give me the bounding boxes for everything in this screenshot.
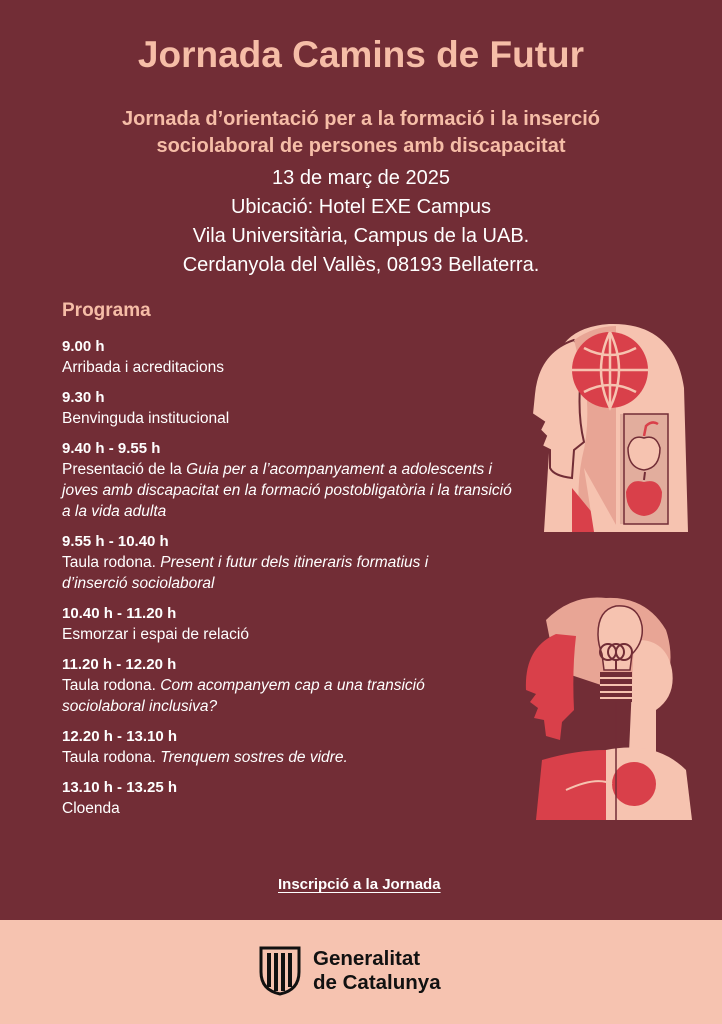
agenda-time: 10.40 h - 11.20 h (62, 605, 177, 622)
agenda-time: 12.20 h - 13.10 h (62, 728, 178, 745)
agenda-item (62, 655, 522, 717)
agenda-time: 9.40 h - 9.55 h (62, 440, 161, 457)
page-title: Jornada Camins de Futur (137, 34, 585, 75)
subtitle-line-2: sociolaboral de persones amb discapacitat (156, 135, 566, 157)
org-line-1: Generalitat (313, 947, 421, 970)
agenda-time: 9.30 h (62, 389, 105, 406)
registration-link[interactable]: Inscripció a la Jornada (278, 876, 441, 893)
agenda-desc: Taula rodona. Trenquem sostres de vidre. (62, 749, 348, 766)
organization-name (313, 947, 441, 995)
location-line-2: Vila Universitària, Campus de la UAB. (192, 225, 530, 247)
event-info (40, 164, 682, 280)
agenda-item (62, 727, 522, 768)
agenda-desc: Esmorzar i espai de relació (62, 626, 249, 643)
agenda-desc: Arribada i acreditacions (62, 359, 224, 376)
agenda-item (62, 778, 522, 819)
lightbulb-profile-illustration (516, 590, 698, 820)
org-line-2: de Catalunya (313, 971, 441, 994)
woman-globe-illustration (524, 318, 694, 536)
agenda-desc: Benvinguda institucional (62, 410, 230, 427)
agenda-item (62, 439, 522, 522)
event-date: 13 de març de 2025 (272, 167, 450, 189)
agenda-list (62, 337, 522, 829)
agenda-time: 13.10 h - 13.25 h (62, 779, 178, 796)
subtitle (40, 106, 682, 160)
agenda-item (62, 604, 522, 645)
agenda-desc: Presentació de la Guia per a l’acompanyament a adolescents i joves amb discapacitat en la formació postobligatòria i la transició a la vida adulta (62, 461, 512, 520)
agenda-item (62, 337, 522, 378)
agenda-item (62, 532, 522, 594)
agenda-desc: Cloenda (62, 800, 120, 817)
agenda-desc: Taula rodona. Present i futur dels itineraris formatius i d’inserció sociolaboral (62, 554, 429, 592)
agenda-desc: Taula rodona. Com acompanyem cap a una transició sociolaboral inclusiva? (62, 677, 425, 715)
agenda-time: 9.00 h (62, 338, 105, 355)
agenda-item (62, 388, 522, 429)
program-title: Programa (62, 300, 151, 321)
location-line-3: Cerdanyola del Vallès, 08193 Bellaterra. (182, 254, 540, 276)
location-line-1: Ubicació: Hotel EXE Campus (230, 196, 492, 218)
generalitat-logo-icon (258, 944, 302, 996)
subtitle-line-1: Jornada d’orientació per a la formació i la inserció (122, 108, 600, 130)
agenda-time: 9.55 h - 10.40 h (62, 533, 169, 550)
agenda-time: 11.20 h - 12.20 h (62, 656, 177, 673)
